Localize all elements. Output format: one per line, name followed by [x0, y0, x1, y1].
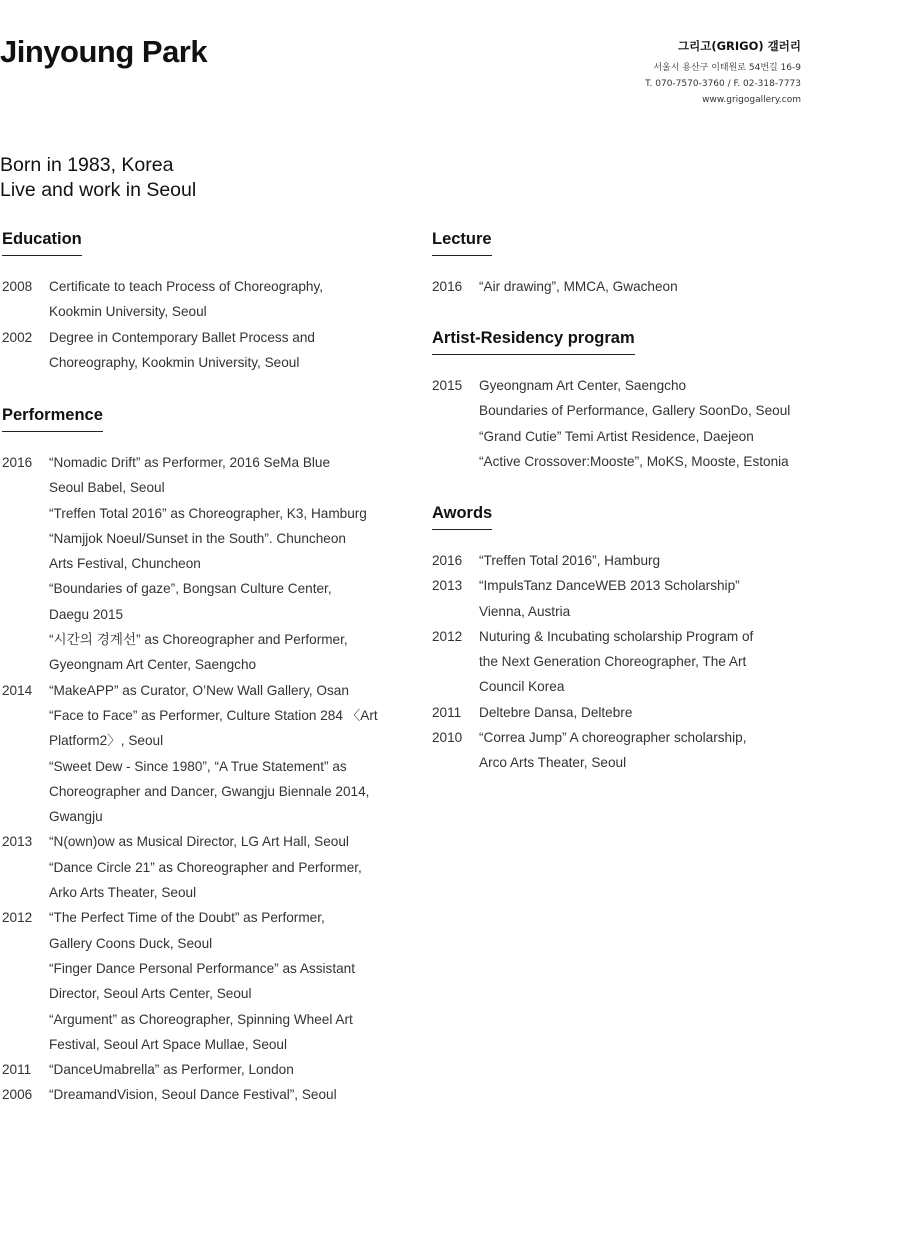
entry-lines: [49, 905, 378, 1057]
entry-year: 2013: [2, 834, 33, 850]
entry-line: “DanceUmabrella” as Performer, London: [49, 1062, 294, 1078]
cv-entry: [432, 274, 678, 299]
entry-line: “Face to Face” as Performer, Culture Station 284 〈Art: [49, 707, 378, 723]
entry-line: Director, Seoul Arts Center, Seoul: [49, 986, 252, 1002]
gallery-website: www.grigogallery.com: [702, 95, 801, 105]
gallery-phone: T. 070-7570-3760 / F. 02-318-7773: [645, 79, 801, 89]
entry-lines: [49, 1057, 378, 1082]
entry-line: “ImpulsTanz DanceWEB 2013 Scholarship”: [479, 578, 740, 594]
entry-year: 2014: [2, 682, 33, 698]
bio-residence: Live and work in Seoul: [0, 179, 197, 201]
entry-line: the Next Generation Choreographer, The Art: [479, 654, 747, 670]
entry-line: “Dance Circle 21” as Choreographer and Performer,: [49, 859, 362, 875]
entry-line: “The Perfect Time of the Doubt” as Performer,: [49, 910, 325, 926]
entry-year: 2008: [2, 279, 33, 294]
entry-line: Nuturing & Incubating scholarship Program of: [479, 628, 754, 644]
entry-line: Gwangju: [49, 809, 103, 825]
entry-line: Deltebre Dansa, Deltebre: [479, 704, 633, 720]
cv-entry: [2, 450, 378, 678]
entry-line: “N(own)ow as Musical Director, LG Art Hall, Seoul: [49, 834, 349, 850]
entry-line: “Boundaries of gaze”, Bongsan Culture Center,: [49, 581, 332, 597]
bio: [0, 153, 196, 203]
entry-lines: [49, 1082, 378, 1107]
cv-entry: [2, 325, 323, 376]
entry-list: [2, 274, 323, 375]
entry-line: Certificate to teach Process of Choreography,: [49, 279, 324, 294]
entry-line: “Finger Dance Personal Performance” as Assistant: [49, 960, 355, 976]
entry-line: “시간의 경계선” as Choreographer and Performer,: [49, 632, 348, 648]
cv-entry: [432, 573, 753, 624]
entry-line: Festival, Seoul Art Space Mullae, Seoul: [49, 1036, 288, 1052]
entry-line: Gyeongnam Art Center, Saengcho: [479, 378, 687, 393]
entry-year: 2012: [432, 628, 463, 644]
entry-line: Gyeongnam Art Center, Saengcho: [49, 657, 257, 673]
entry-year: 2006: [2, 1087, 33, 1103]
section-performence: [2, 406, 378, 1108]
entry-year: 2011: [2, 1062, 32, 1078]
cv-entry: [2, 829, 378, 905]
entry-line: Choreography, Kookmin University, Seoul: [49, 354, 300, 370]
entry-lines: [49, 274, 323, 325]
cv-entry: [2, 905, 378, 1057]
gallery-info: [645, 38, 801, 108]
cv-entry: [432, 725, 753, 776]
entry-line: Seoul Babel, Seoul: [49, 480, 165, 496]
entry-line: Daegu 2015: [49, 606, 124, 622]
entry-year: 2012: [2, 910, 33, 926]
entry-list: [432, 548, 753, 776]
entry-line: Gallery Coons Duck, Seoul: [49, 935, 213, 951]
entry-year: 2011: [432, 704, 462, 720]
entry-lines: [479, 548, 753, 573]
entry-lines: [49, 325, 323, 376]
entry-line: Choreographer and Dancer, Gwangju Biennale 2014,: [49, 783, 370, 799]
entry-line: “Treffen Total 2016” as Choreographer, K3, Hamburg: [49, 505, 367, 521]
entry-year: 2016: [432, 553, 463, 568]
cv-entry: [2, 1057, 378, 1082]
entry-year: 2013: [432, 578, 463, 594]
entry-line: “Grand Cutie” Temi Artist Residence, Daejeon: [479, 428, 754, 444]
section-awords: [432, 504, 753, 776]
section-residency: [432, 329, 790, 474]
entry-year: 2016: [432, 279, 463, 294]
entry-list: [2, 450, 378, 1108]
entry-line: “Namjjok Noeul/Sunset in the South”. Chuncheon: [49, 530, 346, 546]
entry-line: “DreamandVision, Seoul Dance Festival”, Seoul: [49, 1087, 337, 1103]
cv-entry: [432, 548, 753, 573]
entry-line: “MakeAPP” as Curator, O’New Wall Gallery, Osan: [49, 682, 349, 698]
cv-entry: [2, 1082, 378, 1107]
entry-line: Platform2〉, Seoul: [49, 733, 164, 749]
entry-lines: [479, 373, 790, 474]
section-title: Lecture: [432, 230, 492, 256]
entry-line: Council Korea: [479, 679, 565, 695]
entry-line: Boundaries of Performance, Gallery SoonDo, Seoul: [479, 403, 791, 419]
section-lecture: [432, 230, 678, 299]
entry-line: Vienna, Austria: [479, 603, 571, 619]
cv-entry: [432, 700, 753, 725]
entry-list: [432, 274, 678, 299]
entry-lines: [479, 700, 753, 725]
entry-lines: [479, 573, 753, 624]
bio-birth: Born in 1983, Korea: [0, 154, 174, 176]
entry-lines: [49, 678, 378, 830]
entry-line: “Sweet Dew - Since 1980”, “A True Statement” as: [49, 758, 347, 774]
cv-entry: [2, 274, 323, 325]
cv-entry: [432, 624, 753, 700]
entry-line: Degree in Contemporary Ballet Process and: [49, 329, 315, 345]
entry-year: 2010: [432, 730, 463, 746]
cv-entry: [432, 373, 790, 474]
cv-entry: [2, 678, 378, 830]
entry-line: Arko Arts Theater, Seoul: [49, 885, 197, 901]
entry-line: “Correa Jump” A choreographer scholarship,: [479, 730, 747, 746]
entry-lines: [479, 624, 753, 700]
section-title: Awords: [432, 504, 492, 530]
entry-lines: [479, 725, 753, 776]
entry-lines: [479, 274, 678, 299]
entry-lines: [49, 450, 378, 678]
entry-line: “Nomadic Drift” as Performer, 2016 SeMa Blue: [49, 455, 331, 470]
section-title: Artist-Residency program: [432, 329, 635, 355]
section-title: Performence: [2, 406, 103, 432]
entry-line: “Active Crossover:Mooste”, MoKS, Mooste, Estonia: [479, 453, 789, 469]
gallery-name: 그리고(GRIGO) 갤러리: [678, 39, 801, 53]
entry-line: Arco Arts Theater, Seoul: [479, 755, 627, 771]
entry-list: [432, 373, 790, 474]
section-education: [2, 230, 323, 375]
entry-line: “Treffen Total 2016”, Hamburg: [479, 553, 661, 568]
entry-line: Kookmin University, Seoul: [49, 304, 207, 320]
entry-year: 2016: [2, 455, 33, 470]
entry-line: “Argument” as Choreographer, Spinning Wheel Art: [49, 1011, 353, 1027]
gallery-address: 서울시 용산구 이태원로 54번길 16-9: [653, 63, 801, 73]
entry-year: 2015: [432, 378, 463, 393]
artist-name: Jinyoung Park: [0, 34, 208, 69]
entry-line: Arts Festival, Chuncheon: [49, 556, 201, 572]
entry-line: “Air drawing”, MMCA, Gwacheon: [479, 279, 678, 294]
entry-year: 2002: [2, 329, 33, 345]
section-title: Education: [2, 230, 82, 256]
entry-lines: [49, 829, 378, 905]
